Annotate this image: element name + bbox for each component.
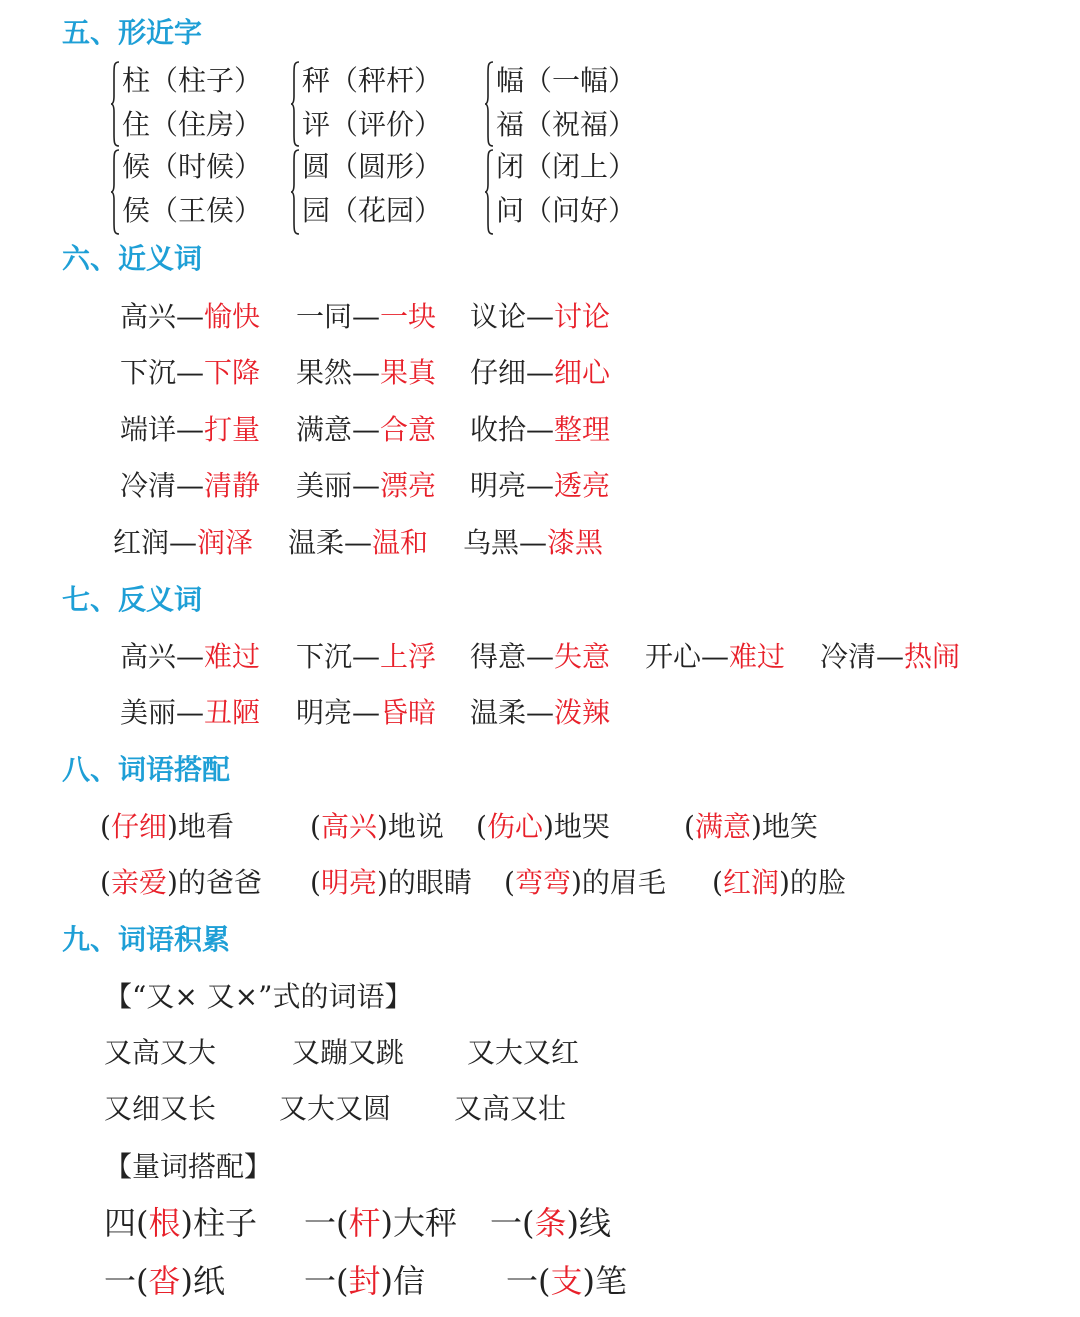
pattern-word: 又细又长 [104, 1092, 217, 1125]
section-9-heading: 九、词语积累 [62, 923, 231, 956]
synonym-pair: 红润—润泽 [113, 526, 254, 559]
synonym-pair: 高兴—愉快 [120, 300, 261, 333]
pattern-word: 又高又大 [104, 1036, 217, 1069]
collocation-item: (红润)的脸 [712, 866, 846, 899]
measure-item: 一(沓)纸 [104, 1262, 226, 1300]
brace-4 [110, 148, 120, 236]
brace-2 [290, 60, 300, 148]
synonym-pair: 冷清—清静 [120, 469, 261, 502]
similar-char-4b: 侯（王侯） [122, 194, 263, 227]
section-5-heading: 五、形近字 [62, 16, 203, 49]
antonym-pair: 明亮—昏暗 [296, 696, 437, 729]
similar-char-1a: 柱（柱子） [122, 64, 263, 97]
section-6-heading: 六、近义词 [62, 242, 203, 275]
collocation-item: (满意)地笑 [684, 810, 818, 843]
synonym-pair: 温柔—温和 [288, 526, 429, 559]
synonym-pair: 仔细—细心 [470, 356, 611, 389]
collocation-item: (伤心)地哭 [476, 810, 610, 843]
similar-char-3a: 幅（一幅） [496, 64, 637, 97]
collocation-item: (仔细)地看 [100, 810, 234, 843]
antonym-pair: 高兴—难过 [120, 640, 261, 673]
similar-char-6a: 闭（闭上） [496, 150, 637, 183]
section-8-heading: 八、词语搭配 [62, 753, 231, 786]
similar-char-1b: 住（住房） [122, 108, 263, 141]
synonym-pair: 议论—讨论 [470, 300, 611, 333]
similar-char-2b: 评（评价） [302, 108, 443, 141]
similar-char-5a: 圆（圆形） [302, 150, 443, 183]
pattern-word: 又高又壮 [454, 1092, 567, 1125]
collocation-item: (高兴)地说 [310, 810, 444, 843]
similar-char-5b: 园（花园） [302, 194, 443, 227]
subheading-measure-words: 【量词搭配】 [104, 1150, 273, 1183]
synonym-pair: 美丽—漂亮 [296, 469, 437, 502]
collocation-item: (明亮)的眼睛 [310, 866, 472, 899]
synonym-pair: 一同—一块 [296, 300, 437, 333]
section-7-heading: 七、反义词 [62, 583, 203, 616]
measure-item: 四(根)柱子 [104, 1204, 258, 1242]
pattern-word: 又大又红 [467, 1036, 580, 1069]
synonym-pair: 端详—打量 [120, 413, 261, 446]
measure-item: 一(杆)大秤 [304, 1204, 458, 1242]
antonym-pair: 开心—难过 [645, 640, 786, 673]
synonym-pair: 收拾—整理 [470, 413, 611, 446]
similar-char-2a: 秤（秤杆） [302, 64, 443, 97]
subheading-pattern-words: 【“又× 又×”式的词语】 [104, 980, 413, 1013]
antonym-pair: 温柔—泼辣 [470, 696, 611, 729]
synonym-pair: 满意—合意 [296, 413, 437, 446]
pattern-word: 又大又圆 [279, 1092, 392, 1125]
brace-6 [484, 148, 494, 236]
synonym-pair: 下沉—下降 [120, 356, 261, 389]
brace-5 [290, 148, 300, 236]
brace-1 [110, 60, 120, 148]
antonym-pair: 冷清—热闹 [820, 640, 961, 673]
antonym-pair: 得意—失意 [470, 640, 611, 673]
antonym-pair: 下沉—上浮 [296, 640, 437, 673]
similar-char-6b: 问（问好） [496, 194, 637, 227]
synonym-pair: 果然—果真 [296, 356, 437, 389]
pattern-word: 又蹦又跳 [292, 1036, 405, 1069]
measure-item: 一(封)信 [304, 1262, 426, 1300]
collocation-item: (亲爱)的爸爸 [100, 866, 262, 899]
measure-item: 一(支)笔 [506, 1262, 628, 1300]
similar-char-4a: 候（时候） [122, 150, 263, 183]
measure-item: 一(条)线 [490, 1204, 612, 1242]
similar-char-3b: 福（祝福） [496, 108, 637, 141]
collocation-item: (弯弯)的眉毛 [504, 866, 666, 899]
brace-3 [484, 60, 494, 148]
synonym-pair: 乌黑—漆黑 [463, 526, 604, 559]
synonym-pair: 明亮—透亮 [470, 469, 611, 502]
antonym-pair: 美丽—丑陋 [120, 696, 261, 729]
